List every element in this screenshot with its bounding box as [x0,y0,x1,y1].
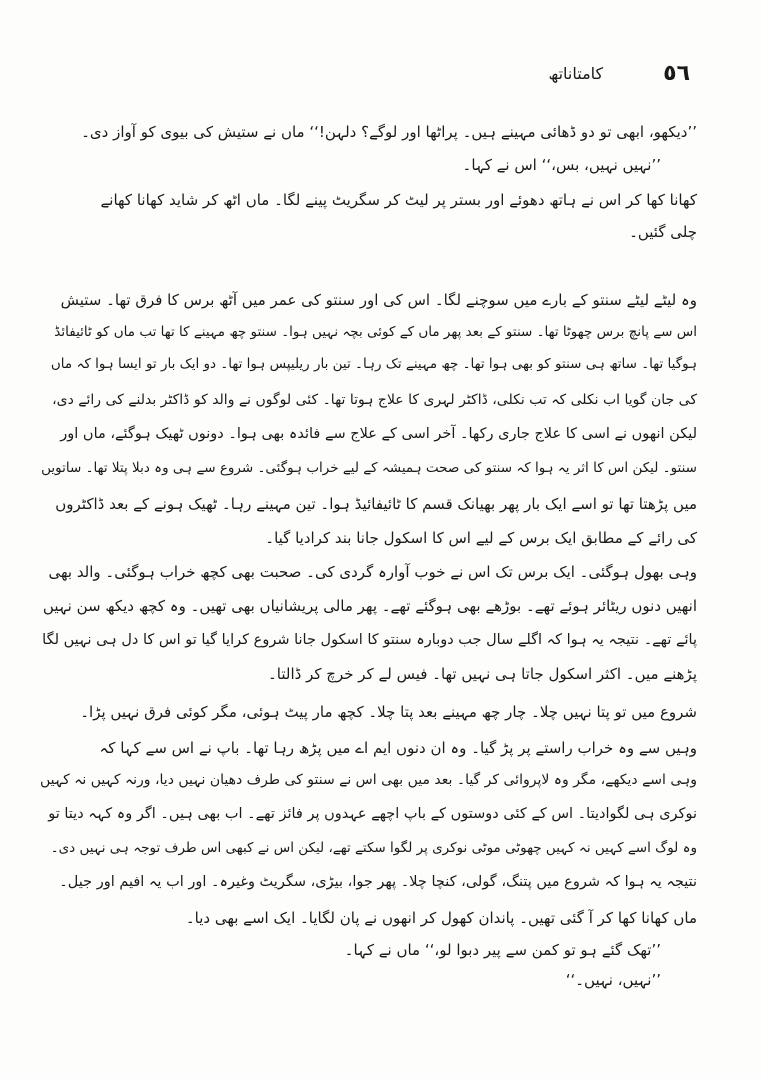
text-line: ہوگیا تھا۔ ساتھ ہی سنتو کو بھی ہوا تھا۔ چھ مہینے تک رہا۔ تین بار ریلیپس ہوا تھا۔ دو ایک بار تو ایسا ہوا کہ ماں [50,356,697,372]
text-line: ’’نہیں نہیں، بس،‘‘ اس نے کہا۔ [462,156,661,174]
text-line: ’’تھک گئے ہو تو کمن سے پیر دبوا لو،‘‘ ماں نے کہا۔ [344,941,661,959]
text-line: وہیں سے وہ خراب راستے پر پڑ گیا۔ وہ ان دنوں ایم اے میں پڑھ رہا تھا۔ باپ نے اس سے کہا کہ [99,739,697,757]
running-title: کامتاناتھ [548,63,604,83]
text-line: وہی اسے دیکھے، مگر وہ لاپروائی کر گیا۔ بعد میں بھی اس نے سنتو کی طرف دھیان نہیں دیا، ورنہ کہیں نہ کہیں [40,772,697,788]
text-line: میں پڑھتا تھا تو اسے ایک بار پھر بھیانک قسم کا ٹائیفائیڈ ہوا۔ تین مہینے رہا۔ ٹھیک ہونے کے بعد ڈاکٹروں [55,495,697,513]
text-line: لیکن انھوں نے اسی کا علاج جاری رکھا۔ آخر اسی کے علاج سے فائدہ بھی ہوا۔ دونوں ٹھیک ہوگئے، ماں اور [60,426,697,442]
text-line: وہی بھول ہوگئی۔ ایک برس تک اس نے خوب آوارہ گردی کی۔ صحبت بھی کچھ خراب ہوگئی۔ والد بھی [48,563,697,581]
text-line: کی جان گویا اب نکلی کہ تب نکلی، ڈاکٹر لہری کا علاج ہوتا تھا۔ کئی لوگوں نے والد کو ڈاکٹر بدلنے کی رائے دی، [52,392,697,408]
text-line: کی رائے کے مطابق ایک برس کے لیے اس کا اسکول جانا بند کرادیا گیا۔ [265,529,697,547]
text-line: ’’نہیں، نہیں۔‘‘ [565,971,661,989]
page-header [470,58,690,88]
text-line: انھیں دنوں ریٹائر ہوئے تھے۔ بوڑھے بھی ہوگئے تھے۔ پھر مالی پریشانیاں بھی تھیں۔ وہ کچھ دیکھ سن نہیں [42,597,697,615]
text-line: نوکری ہی لگوادیتا۔ اس کے کئی دوستوں کے باپ اچھے عہدوں پر فائز تھے۔ اب بھی ہیں۔ اگر وہ کہہ دیتا تو [48,806,697,822]
text-line: پڑھنے میں۔ اکثر اسکول جاتا ہی نہیں تھا۔ فیس لے کر خرچ کر ڈالتا۔ [268,665,697,683]
text-line: ماں کھانا کھا کر آ گئی تھیں۔ پاندان کھول کر انھوں نے پان لگایا۔ ایک اسے بھی دیا۔ [185,909,697,927]
text-line: نتیجہ یہ ہوا کہ شروع میں پتنگ، گولی، کنچا چلا۔ پھر جوا، بیڑی، سگریٹ وغیرہ۔ اور اب یہ افیم اور جیل۔ [59,874,697,890]
text-line: وہ لیٹے لیٹے سنتو کے بارے میں سوچنے لگا۔ اس کی اور سنتو کی عمر میں آٹھ برس کا فرق تھا۔ ستیش [60,291,697,309]
text-line: سنتو۔ لیکن اس کا اثر یہ ہوا کہ سنتو کی صحت ہمیشہ کے لیے خراب ہوگئی۔ شروع سے ہی وہ دبلا پتلا تھا۔ ساتویں [41,460,697,476]
page-number: ٥٦ [663,60,690,86]
text-line: پائے تھے۔ نتیجہ یہ ہوا کہ اگلے سال جب دوبارہ سنتو کا اسکول جانا شروع کرایا گیا تو اس کا دل ہی نہیں لگا [42,632,697,648]
text-line: ’’دیکھو، ابھی تو دو ڈھائی مہینے ہیں۔ پراٹھا اور لوگے؟ دلہن!‘‘ ماں نے ستیش کی بیوی کو آواز دی۔ [81,123,697,141]
text-line: کھانا کھا کر اس نے ہاتھ دھوئے اور بستر پر لیٹ کر سگریٹ پینے لگا۔ ماں اٹھ کر شاید کھانا کھانے [100,191,697,209]
text-line: وہ لوگ اسے کہیں نہ کہیں چھوٹی موٹی نوکری پر لگوا سکتے تھے، لیکن اس نے کبھی اس طرف توجہ ہی نہیں دی۔ [50,840,697,856]
text-line: شروع میں تو پتا نہیں چلا۔ چار چھ مہینے بعد پتا چلا۔ کچھ مار پیٹ ہوئی، مگر کوئی فرق نہیں پڑا۔ [80,703,697,721]
text-line: چلی گئیں۔ [629,223,697,241]
text-line: اس سے پانچ برس چھوٹا تھا۔ سنتو کے بعد پھر ماں کے کوئی بچہ نہیں ہوا۔ سنتو چھ مہینے کا تھا تب ماں کو ٹائیفائڈ [54,324,697,340]
